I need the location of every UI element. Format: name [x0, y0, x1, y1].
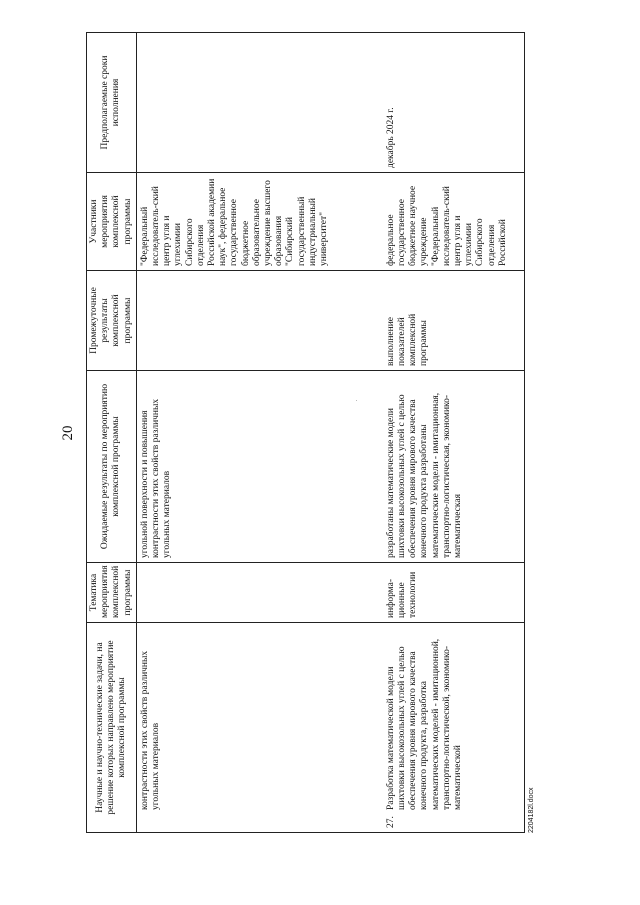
cell-topic	[136, 563, 383, 623]
task-text: Разработка математической модели шихтовки высокозольных углей с целью обеспечения уровня мирового качества конечного продукта, разработка математических моделей - имитационной, транспортно-логистической, экономико-математической	[385, 638, 464, 810]
table-row	[383, 33, 525, 833]
cell-deadlines: декабрь 2024 г.	[383, 33, 525, 173]
row-number: 27.	[385, 816, 396, 828]
cell-task	[383, 623, 525, 833]
cell-participants: федеральное государственное бюджетное научное учреждение "Федеральный исследователь-ский центр угля и углехимии Сибирского отделения Российской	[383, 173, 525, 271]
cell-task	[136, 623, 383, 833]
table-header-row	[87, 33, 137, 833]
header-topic: Тематика мероприятия комплексной программы	[87, 563, 137, 623]
header-expected: Ожидаемые результаты по мероприятию комплексной программы	[87, 371, 137, 563]
cell-expected: угольной поверхности и повышения контрастности этих свойств различных угольных материалов	[136, 371, 383, 563]
cell-expected: разработаны математические модели шихтовки высокозольных углей с целью обеспечения уровня мирового качества конечного продукта разработаны математические модели - имитационная, транспортно-логистическая, экономико-математическая	[383, 371, 525, 563]
row-number	[140, 810, 162, 828]
cell-topic: информа-ционные технологии	[383, 563, 525, 623]
program-table	[86, 32, 525, 833]
task-text: контрастности этих свойств различных угольных материалов	[139, 650, 162, 810]
header-task: Научные и научно-технические задачи, на решение которых направлено мероприятие комплексной программы	[87, 623, 137, 833]
scan-speck	[356, 400, 357, 401]
cell-deadlines	[136, 33, 383, 173]
header-participants: Участники мероприятия комплексной программы	[87, 173, 137, 271]
cell-intermediate	[136, 271, 383, 371]
page-number: 20	[60, 425, 76, 441]
header-intermediate: Промежуточные результаты комплексной программы	[87, 271, 137, 371]
table-row	[136, 33, 383, 833]
rotated-page	[56, 33, 576, 833]
cell-intermediate: выполнение показателей комплексной программы	[383, 271, 525, 371]
cell-participants: "Федеральный исследователь-ский центр угля и углехимии Сибирского отделения Российской академии наук", федеральное государственное бюджетное образовательное учреждение высшего образования "Сибирский государственный индустриальный университет"	[136, 173, 383, 271]
header-deadlines: Предполагаемые сроки исполнения	[87, 33, 137, 173]
footer-file-code: 2204182l.docx	[528, 787, 535, 833]
